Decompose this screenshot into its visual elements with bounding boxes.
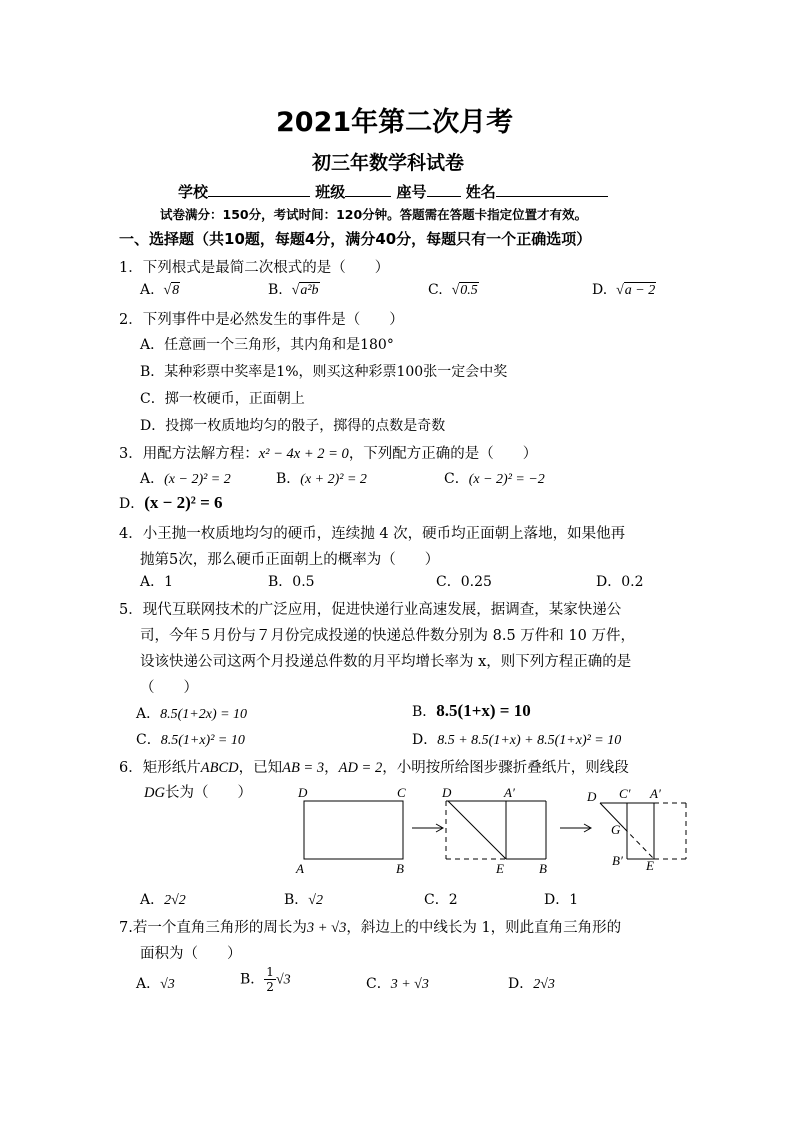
school-blank	[208, 181, 310, 197]
question-6-line-2: DG长为（ ）	[144, 785, 252, 801]
q7-fraction: $\frac{1}{2}$	[266, 965, 274, 994]
question-1: 1．下列根式是最简二次根式的是（ ）	[119, 260, 390, 276]
q3-option-d: D．(x − 2)² = 6	[119, 493, 223, 512]
q2-option-c: C．掷一枚硬币，正面朝上	[140, 391, 305, 407]
q7-option-b: B． $\frac{1}{2}$ √3	[240, 965, 291, 994]
fig3-label-c-prime: C′	[619, 786, 631, 801]
q5-option-d: D．8.5 + 8.5(1+x) + 8.5(1+x)² = 10	[412, 732, 622, 748]
question-2: 2．下列事件中是必然发生的事件是（ ）	[119, 312, 404, 328]
q4-option-d: D．0.2	[596, 574, 644, 590]
q2-option-b: B．某种彩票中奖率是1%，则买这种彩票100张一定会中奖	[140, 364, 508, 380]
question-4-line-1: 4．小王抛一枚质地均匀的硬币，连续抛 4 次，硬币均正面朝上落地，如果他再	[119, 526, 626, 542]
question-6-line-1: 6．矩形纸片ABCD，已知AB = 3，AD = 2，小明按所给图步骤折叠纸片，则线段	[119, 760, 629, 776]
fig1-label-b: B	[396, 861, 404, 876]
q3-option-c: C．(x − 2)² = −2	[444, 471, 545, 487]
name-label: 姓名	[465, 183, 496, 201]
class-blank	[345, 181, 391, 197]
q3-option-b: B．(x + 2)² = 2	[276, 471, 367, 487]
q4-option-b: B．0.5	[268, 574, 315, 590]
fig2-label-b: B	[539, 861, 547, 876]
page-subtitle: 初三年数学科试卷	[312, 152, 465, 174]
name-blank	[496, 181, 608, 197]
q6-option-a: A．2√2	[140, 892, 186, 908]
q5-option-a: A．8.5(1+2x) = 10	[136, 706, 248, 722]
question-3: 3．用配方法解方程：x² − 4x + 2 = 0，下列配方正确的是（ ）	[119, 446, 538, 462]
exam-note: 试卷满分：150分，考试时间：120分钟。答题需在答题卡指定位置才有效。	[160, 207, 588, 222]
fig3-label-e: E	[646, 858, 654, 873]
question-5-line-4: （ ）	[140, 680, 198, 696]
seat-label: 座号	[396, 183, 427, 201]
fig2-label-d: D	[442, 785, 452, 800]
q2-option-a: A．任意画一个三角形，其内角和是180°	[140, 337, 394, 353]
q1-option-d: D. √a − 2	[592, 282, 656, 298]
school-label: 学校	[178, 183, 209, 201]
fig1-label-c: C	[397, 785, 406, 800]
q1-option-b: B. √a²b	[268, 282, 319, 298]
section-heading: 一、选择题（共10题，每题4分，满分40分，每题只有一个正确选项）	[119, 230, 592, 248]
q2-option-d: D．投掷一枚质地均匀的骰子，掷得的点数是奇数	[140, 418, 446, 434]
q5-option-c: C．8.5(1+x)² = 10	[136, 732, 245, 748]
q6-option-c: C．2	[424, 892, 458, 908]
fig3-dashed-diagonal	[624, 828, 654, 859]
question-5-line-3: 设该快递公司这两个月投递总件数的月平均增长率为 x，则下列方程正确的是	[140, 654, 632, 670]
q7-option-c: C．3 + √3	[366, 976, 429, 992]
seat-blank	[427, 181, 461, 197]
q5-option-b: B．8.5(1+x) = 10	[412, 701, 531, 720]
fig2-label-e: E	[496, 861, 504, 876]
q4-option-a: A．1	[140, 574, 174, 590]
question-7-line-2: 面积为（ ）	[140, 946, 242, 962]
fig3-label-d: D	[587, 789, 597, 804]
question-5-line-2: 司，今年５月份与７月份完成投递的快递总件数分别为 8.5 万件和 10 万件，	[140, 628, 635, 644]
q7-option-a: A．√3	[136, 976, 175, 992]
question-5-line-1: 5．现代互联网技术的广泛应用，促进快递行业高速发展，据调查，某家快递公	[119, 602, 622, 618]
q3-equation: x² − 4x + 2 = 0	[258, 446, 349, 462]
q1-option-c: C. √0.5	[428, 282, 478, 298]
fig3-label-b-prime: B′	[612, 853, 623, 868]
question-7-line-1: 7.若一个直角三角形的周长为3 + √3，斜边上的中线长为 1，则此直角三角形的	[119, 920, 622, 936]
fig2-label-a-prime: A′	[504, 785, 515, 800]
fig3-label-a-prime: A′	[650, 786, 661, 801]
q4-option-c: C．0.25	[436, 574, 492, 590]
q3-option-a: A．(x − 2)² = 2	[140, 471, 231, 487]
page-title: 2021年第二次月考	[276, 107, 514, 138]
q6-option-d: D．1	[544, 892, 579, 908]
fig1-label-d: D	[298, 785, 308, 800]
question-4-line-2: 抛第5次，那么硬币正面朝上的概率为（ ）	[140, 552, 440, 568]
q7-option-d: D．2√3	[508, 976, 555, 992]
fig1-label-a: A	[296, 861, 304, 876]
student-info-line	[178, 181, 608, 202]
q1-option-a: A. √8	[140, 282, 180, 298]
fig1-rectangle	[304, 801, 403, 859]
fig2-diagonal	[448, 801, 506, 859]
class-label: 班级	[315, 183, 346, 201]
q6-folding-figure	[290, 782, 700, 882]
q6-option-b: B．√2	[284, 892, 323, 908]
fig3-label-g: G	[611, 822, 621, 837]
